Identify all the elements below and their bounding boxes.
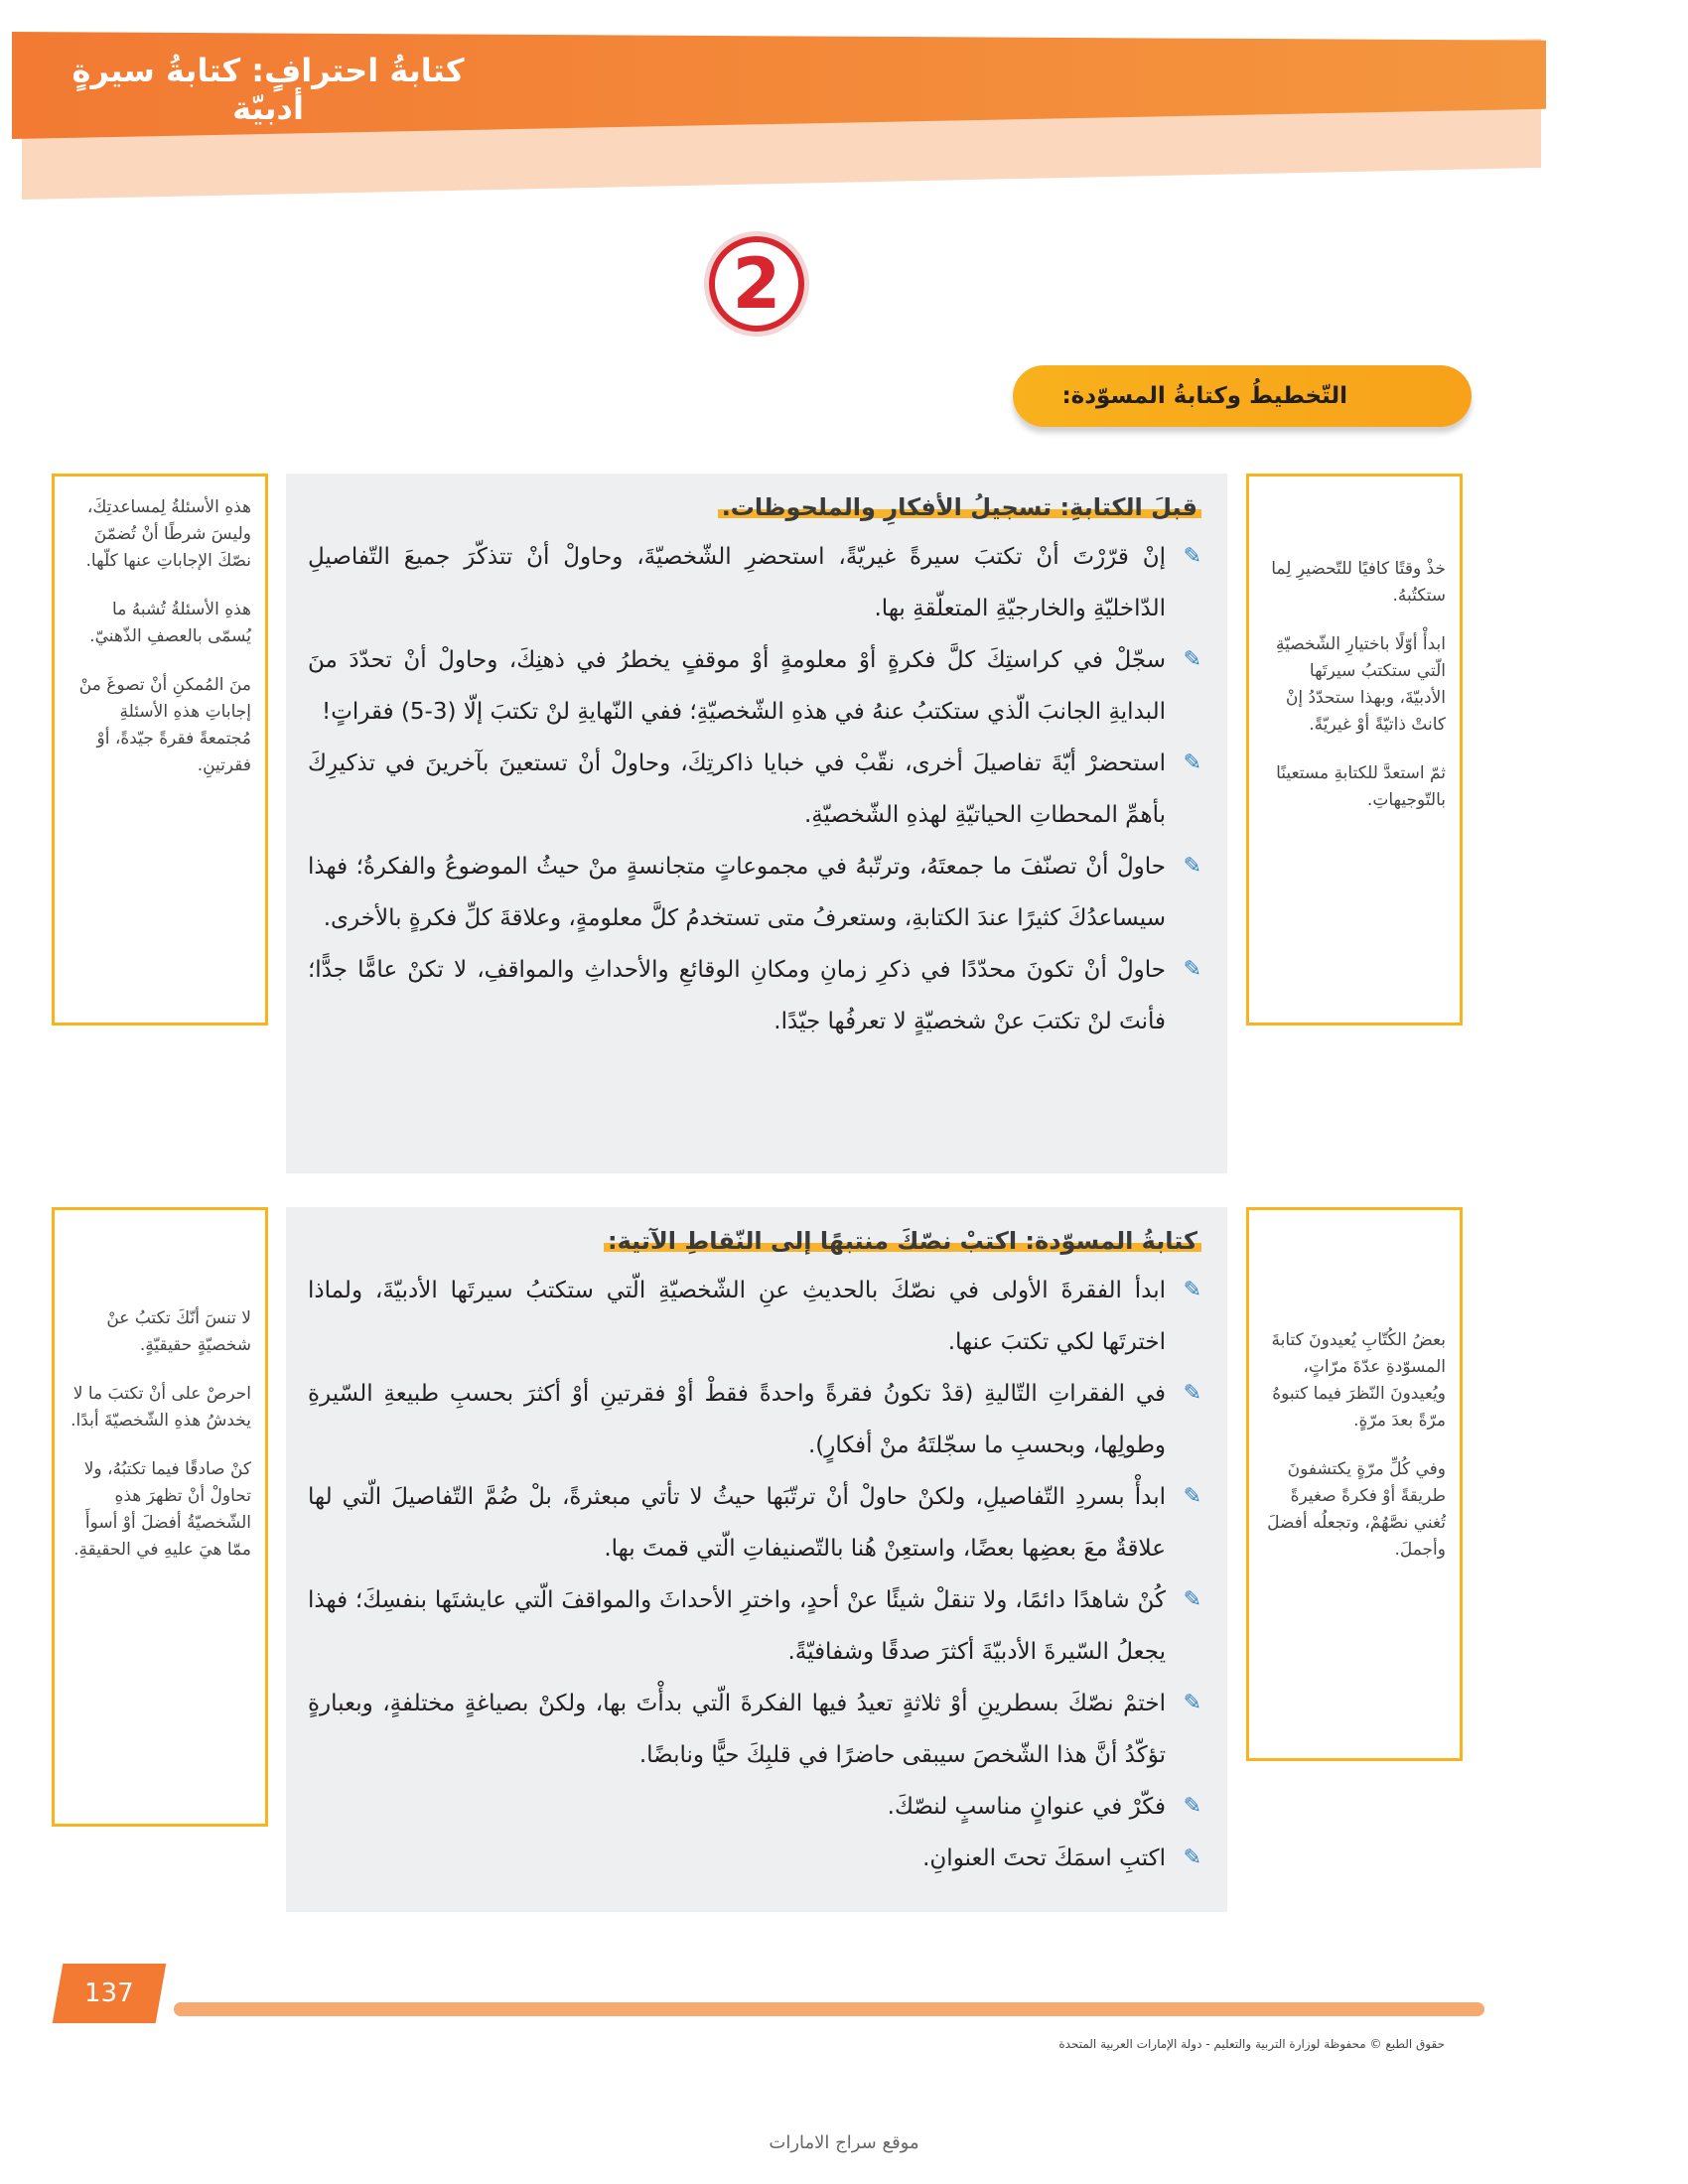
list-item: ✎ إنْ قرّرْتَ أنْ تكتبَ سيرةً غيريّةً، استحضرِ الشّخصيّةَ، وحاولْ أنْ تتذكّرَ جميعَ التّفاصيلِ الدّاخليّةِ والخارجيّةِ المتعلّقةِ بها. (308, 544, 1201, 621)
note: لا تنسَ أنّكَ تكتبُ عنْ شخصيّةٍ حقيقيّةٍ. (106, 1308, 251, 1355)
list-item: ✎ في الفقراتِ التّاليةِ (قدْ تكونُ فقرةً واحدةً فقطْ أوْ فقرتينِ أوْ أكثرَ بحسبِ طبيعةِ السّيرةِ وطولِها، وبحسبِ ما سجّلتَهُ منْ أفكارٍ). (308, 1381, 1201, 1458)
pre-writing-panel (286, 474, 1227, 1173)
pencil-bullet-icon: ✎ (1183, 1381, 1201, 1406)
pencil-bullet-icon: ✎ (1183, 1691, 1201, 1715)
list-item: ✎ حاولْ أنْ تكونَ محدّدًا في ذكرِ زمانِ ومكانِ الوقائعِ والأحداثِ والمواقفِ، لا تكنْ عامًّا جدًّا؛ فأنتَ لنْ تكتبَ عنْ شخصيّةٍ لا تعرفُها جيّدًا. (308, 957, 1201, 1034)
note: هذهِ الأسئلةُ لِمساعدتِكَ، وليسَ شرطًا أنْ تُضمّنَ نصّكَ الإجاباتِ عنها كلّها. (85, 497, 251, 571)
section-title-pill (1013, 365, 1472, 427)
pencil-bullet-icon: ✎ (1183, 854, 1201, 879)
note: خذْ وقتًا كافيًا للتّحضيرِ لِما ستكتُبهُ. (1271, 559, 1446, 606)
list-item: ✎ اختمْ نصّكَ بسطرينِ أوْ ثلاثةٍ تعيدُ فيها الفكرةَ الّتي بدأْتَ بها، ولكنْ بصياغةٍ مختلفةٍ، وبعبارةٍ تؤكّدُ أنَّ هذا الشّخصَ سيبقى حاضرًا في قلبِكَ حيًّا ونابضًا. (308, 1691, 1201, 1768)
right-notes-box-2 (1246, 1207, 1463, 1761)
left-notes-box-1 (52, 474, 268, 1025)
site-name: موقع سراج الامارات (769, 2132, 919, 2153)
note: ثمّ استعدَّ للكتابةِ مستعينًا بالتّوجيهاتِ. (1276, 763, 1446, 810)
list-item: ✎ كُنْ شاهدًا دائمًا، ولا تنقلْ شيئًا عنْ أحدٍ، واخترِ الأحداثَ والمواقفَ الّتي عايشتَها بنفسِكَ؛ فهذا يجعلُ السّيرةَ الأدبيّةَ أكثرَ صدقًا وشفافيّةً. (308, 1587, 1201, 1665)
pencil-bullet-icon: ✎ (1183, 1794, 1201, 1819)
right-notes-box-1 (1246, 474, 1463, 1025)
note: منَ المُمكنِ أنْ تصوغَ منْ إجاباتِ هذهِ الأسئلةِ مُجتمعةً فقرةً جيّدةً، أوْ فقرتينِ. (78, 675, 251, 775)
panel-heading: كتابةُ المسوّدة: اكتبْ نصّكَ منتبهًا إلى النّقاطِ الآتية: (604, 1227, 1201, 1255)
note: بعضُ الكُتّابِ يُعيدونَ كتابةَ المسوّدةِ عدّةَ مرّاتٍ، ويُعيدونَ النّظرَ فيما كتبوهُ مرّةً بعدَ مرّةٍ. (1271, 1330, 1446, 1431)
note: هذهِ الأسئلةُ تُشبهُ ما يُسمّى بالعصفِ الذّهنيّ. (89, 600, 251, 646)
pencil-bullet-icon: ✎ (1183, 957, 1201, 982)
list-item: ✎ ابدأ الفقرةَ الأولى في نصّكَ بالحديثِ عنِ الشّخصيّةِ الّتي ستكتبُ سيرتَها الأدبيّةَ، ولماذا اخترتَها لكي تكتبَ عنها. (308, 1278, 1201, 1355)
list-item: ✎ اكتبِ اسمَكَ تحتَ العنوانِ. (922, 1845, 1201, 1871)
pencil-bullet-icon: ✎ (1183, 751, 1201, 775)
copyright-notice: حقوق الطبع © محفوظة لوزارة التربية والتعليم - دولة الإمارات العربية المتحدة (1058, 2037, 1445, 2051)
draft-writing-panel (286, 1207, 1227, 1912)
pencil-bullet-icon: ✎ (1183, 544, 1201, 569)
list-item: ✎ ابدأْ بسردِ التّفاصيلِ، ولكنْ حاولْ أنْ ترتّبَها حيثُ لا تأتي مبعثرةً، بلْ ضُمَّ التّفاصيلَ الّتي لها علاقةٌ معَ بعضِها بعضًا، واستعِنْ هُنا بالتّصنيفاتِ الّتي قمتَ بها. (308, 1484, 1201, 1562)
page-number: 137 (84, 1979, 134, 2008)
list-item: ✎ استحضرْ أيّةَ تفاصيلَ أخرى، نقّبْ في خبايا ذاكرتِكَ، وحاولْ أنْ تستعينَ بآخرينَ في تذكيرِكَ بأهمِّ المحطاتِ الحياتيّةِ لهذهِ الشّخصيّةِ. (308, 751, 1201, 828)
note: احرصْ على أنْ تكتبَ ما لا يخدشُ هذهِ الشّخصيّةَ أبدًا. (70, 1384, 251, 1431)
note: كنْ صادقًا فيما تكتبُهُ، ولا تحاولْ أنْ تظهرَ هذهِ الشّخصيّةُ أفضلَ أوْ أسوأَ ممّا هيَ عليهِ في الحقيقةِ. (73, 1459, 251, 1560)
pencil-bullet-icon: ✎ (1183, 647, 1201, 672)
step-number: 2 (732, 243, 781, 325)
list-item: ✎ حاولْ أنْ تصنّفَ ما جمعتَهُ، وترتّبهُ في مجموعاتٍ متجانسةٍ منْ حيثُ الموضوعُ والفكرةُ؛ فهذا سيساعدُكَ كثيرًا عندَ الكتابةِ، وستعرفُ متى تستخدمُ كلَّ معلومةٍ، وعلاقةَ كلِّ فكرةٍ بالأخرى. (308, 854, 1201, 931)
panel-heading: قبلَ الكتابةِ: تسجيلُ الأفكارِ والملحوظات. (718, 493, 1201, 521)
note: ابدأْ أوّلًا باختيارِ الشّخصيّةِ الّتي ستكتبُ سيرتَها الأدبيّةَ، وبهذا ستحدّدُ إنْ كانتْ ذاتيّةً أوْ غيريّةً. (1275, 634, 1446, 735)
pencil-bullet-icon: ✎ (1183, 1484, 1201, 1509)
pencil-bullet-icon: ✎ (1183, 1587, 1201, 1612)
page-title: كتابةُ احترافٍ: كتابةُ سيرةٍ أدبيّة (71, 52, 465, 127)
section-title: التّخطيطُ وكتابةُ المسوّدة: (1061, 383, 1347, 409)
footer-divider (174, 2002, 1484, 2016)
page-number-tab (53, 1964, 167, 2023)
list-item: ✎ فكّرْ في عنوانٍ مناسبٍ لنصّكَ. (887, 1794, 1201, 1820)
pencil-bullet-icon: ✎ (1183, 1278, 1201, 1302)
note: وفي كُلِّ مرّةٍ يكتشفونَ طريقةً أوْ فكرةً صغيرةً تُغني نصَّهُمْ، وتجعلُه أفضلَ وأجملَ. (1267, 1459, 1446, 1560)
list-item: ✎ سجّلْ في كراستِكَ كلَّ فكرةٍ أوْ معلومةٍ أوْ موقفٍ يخطرُ في ذهنِكَ، وحاولْ أنْ تحدّدَ منَ البدايةِ الجانبَ الّذي ستكتبُ عنهُ في هذهِ الشّخصيّةِ؛ ففي النّهايةِ لنْ تكتبَ إلّا (3-5) فقراتٍ! (308, 647, 1201, 725)
step-number-badge (709, 236, 804, 332)
pencil-bullet-icon: ✎ (1183, 1845, 1201, 1870)
left-notes-box-2 (52, 1207, 268, 1827)
